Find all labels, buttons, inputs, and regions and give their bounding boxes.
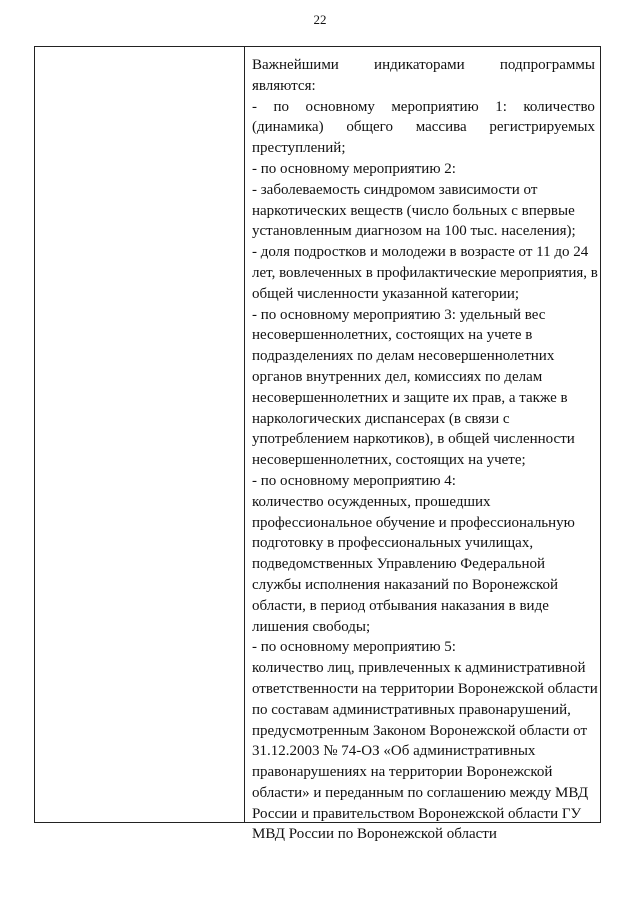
document-table xyxy=(34,46,601,843)
word: Важнейшими xyxy=(252,57,339,73)
text-line: подведомственных Управлению Федеральной xyxy=(252,556,546,573)
word: индикаторами xyxy=(374,57,465,73)
text-lines xyxy=(252,138,598,845)
text-line: подготовку в профессиональных училищах, xyxy=(252,535,534,552)
indicators-cell xyxy=(252,55,598,845)
word: мероприятию xyxy=(391,98,479,115)
text-line: - заболеваемость синдромом зависимости от xyxy=(252,181,538,198)
word: - xyxy=(252,98,257,115)
page-number: 22 xyxy=(313,12,327,27)
text-line: несовершеннолетних, состоящих на учете в xyxy=(252,327,533,344)
line-justified-3 xyxy=(252,97,595,118)
text-line: - доля подростков и молодежи в возрасте от 11 до 24 xyxy=(252,244,589,261)
word: 1: xyxy=(495,98,507,115)
text-line: наркологических диспансерах (в связи с xyxy=(252,410,510,427)
text-line: предусмотренным Законом Воронежской области от xyxy=(252,722,588,739)
line-justified-4 xyxy=(252,117,595,138)
word: регистрируемых xyxy=(489,119,595,136)
text-line: лишения свободы; xyxy=(252,618,371,635)
word: по xyxy=(273,98,289,115)
text-line: употреблением наркотиков), в общей численности xyxy=(252,431,575,448)
word: подпрограммы xyxy=(499,57,595,73)
text-line: количество лиц, привлеченных к административной xyxy=(252,660,586,677)
text-line: правонарушениях на территории Воронежской xyxy=(252,764,553,781)
text-line: несовершеннолетних и защите их прав, а также в xyxy=(252,389,568,406)
text-line: службы исполнения наказаний по Воронежской xyxy=(252,576,559,593)
text-line: наркотических веществ (число больных с впервые xyxy=(252,202,575,219)
text-line: установленным диагнозом на 100 тыс. населения); xyxy=(252,223,576,240)
text-line: области» и переданным по соглашению между МВД xyxy=(252,784,589,801)
text-line: - по основному мероприятию 4: xyxy=(252,472,456,489)
text-line: несовершеннолетних, состоящих на учете; xyxy=(252,452,526,469)
text-line: по составам административных правонарушений, xyxy=(252,701,571,718)
text-line: МВД России по Воронежской области xyxy=(252,826,497,843)
text-line: России и правительством Воронежской области ГУ xyxy=(252,805,582,822)
word: общего xyxy=(346,119,393,136)
text-line: - по основному мероприятию 3: удельный вес xyxy=(252,306,546,323)
word: массива xyxy=(415,119,467,136)
column-divider xyxy=(244,47,245,822)
text-line: количество осужденных, прошедших xyxy=(252,493,491,510)
text-line: являются: xyxy=(252,77,316,94)
text-line: - по основному мероприятию 5: xyxy=(252,639,456,656)
line-justified-1 xyxy=(252,55,595,76)
text-line: ответственности на территории Воронежской области xyxy=(252,680,598,697)
text-line: преступлений; xyxy=(252,140,346,157)
text-line: общей численности указанной категории; xyxy=(252,285,520,302)
text-line: подразделениях по делам несовершеннолетних xyxy=(252,348,555,365)
word: количество xyxy=(523,98,595,115)
text-line: 31.12.2003 № 74-ОЗ «Об административных xyxy=(252,743,536,760)
text-line: области, в период отбывания наказания в виде xyxy=(252,597,549,614)
text-line: - по основному мероприятию 2: xyxy=(252,160,456,177)
text-line: лет, вовлеченных в профилактические мероприятия, в xyxy=(252,264,598,281)
text-line: профессиональное обучение и профессиональную xyxy=(252,514,575,531)
word: основному xyxy=(305,98,375,115)
word: (динамика) xyxy=(252,119,324,136)
text-line: органов внутренних дел, комиссиях по делам xyxy=(252,368,543,385)
